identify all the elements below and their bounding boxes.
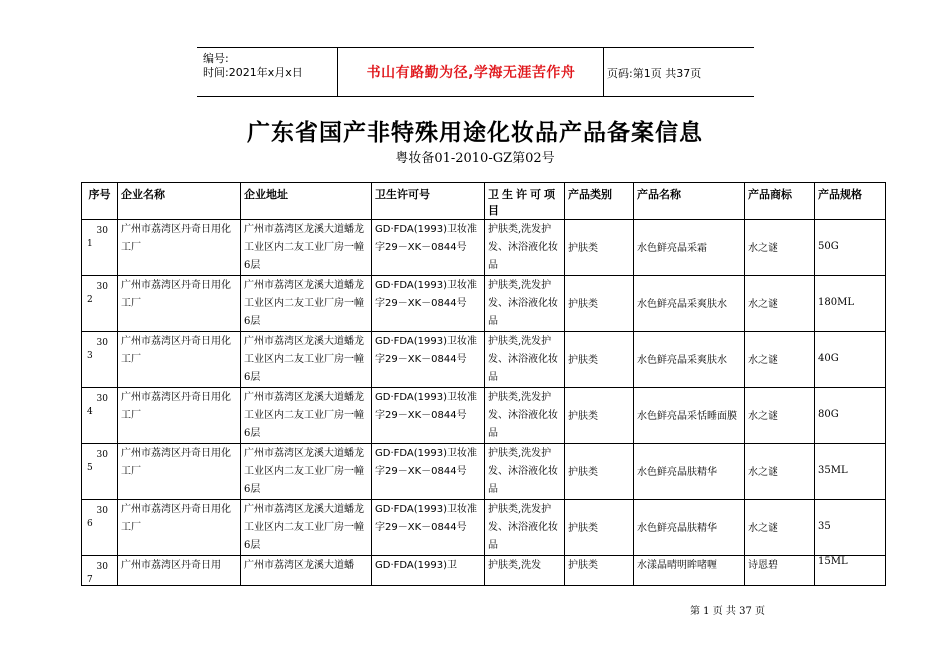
- cell-category: [565, 444, 634, 500]
- cell-brand: [745, 388, 815, 444]
- cell-address: [241, 332, 372, 388]
- cell-spec: [815, 444, 886, 500]
- company-address: 广州市荔湾区龙溪大道蟠龙工业区内二友工业厂房一幢6层: [244, 224, 364, 271]
- table-row: [82, 220, 886, 276]
- row-number-bottom: 2: [87, 295, 93, 305]
- table-row: [82, 444, 886, 500]
- col-header: 卫生许可项目: [485, 183, 565, 220]
- records-table: [81, 182, 886, 586]
- cell-scope: [485, 276, 565, 332]
- cell-license: [372, 220, 485, 276]
- company-address: 广州市荔湾区龙溪大道蟠龙工业区内二友工业厂房一幢6层: [244, 392, 364, 439]
- license-number: GD·FDA(1993)卫妆准字29－XK－0844号: [375, 336, 477, 365]
- cell-category: [565, 556, 634, 586]
- col-header: 卫生许可号: [372, 183, 485, 220]
- license-scope: 护肤类,洗发: [488, 560, 542, 571]
- cell-no: [82, 388, 118, 444]
- row-number-bottom: 1: [87, 239, 93, 249]
- row-number-top: 30: [96, 282, 108, 292]
- cell-address: [241, 500, 372, 556]
- cell-company: [118, 556, 241, 586]
- row-number-bottom: 5: [87, 463, 93, 473]
- cell-brand: [745, 500, 815, 556]
- cell-scope: [485, 388, 565, 444]
- product-spec: 40G: [818, 353, 839, 364]
- cell-no: [82, 332, 118, 388]
- license-scope: 护肤类,洗发护发、沐浴液化妆品: [488, 392, 558, 439]
- license-number: GD·FDA(1993)卫: [375, 560, 457, 571]
- row-number-top: 30: [96, 450, 108, 460]
- company-name: 广州市荔湾区丹奇日用化工厂: [121, 504, 231, 533]
- cell-brand: [745, 220, 815, 276]
- cell-product: [634, 332, 745, 388]
- license-scope: 护肤类,洗发护发、沐浴液化妆品: [488, 280, 558, 327]
- product-category: 护肤类: [568, 523, 598, 534]
- cell-company: [118, 388, 241, 444]
- product-name: 水色鲜亮晶肤精华: [637, 467, 717, 478]
- cell-address: [241, 220, 372, 276]
- company-address: 广州市荔湾区龙溪大道蟠龙工业区内二友工业厂房一幢6层: [244, 336, 364, 383]
- cell-product: [634, 444, 745, 500]
- product-brand: 水之谜: [748, 355, 778, 366]
- cell-brand: [745, 444, 815, 500]
- header-divider: [337, 48, 338, 96]
- product-brand: 水之谜: [748, 243, 778, 254]
- cell-no: [82, 444, 118, 500]
- license-number: GD·FDA(1993)卫妆准字29－XK－0844号: [375, 392, 477, 421]
- header-time: 时间:2021年x月x日: [203, 66, 303, 79]
- license-number: GD·FDA(1993)卫妆准字29－XK－0844号: [375, 448, 477, 477]
- cell-company: [118, 444, 241, 500]
- product-spec: 15ML: [818, 556, 848, 567]
- cell-spec: [815, 276, 886, 332]
- col-header: 企业地址: [241, 183, 372, 220]
- cell-scope: [485, 500, 565, 556]
- cell-spec: [815, 556, 886, 586]
- company-name: 广州市荔湾区丹奇日用化工厂: [121, 336, 231, 365]
- license-scope: 护肤类,洗发护发、沐浴液化妆品: [488, 448, 558, 495]
- license-number: GD·FDA(1993)卫妆准字29－XK－0844号: [375, 504, 477, 533]
- product-category: 护肤类: [568, 560, 598, 571]
- company-name: 广州市荔湾区丹奇日用化工厂: [121, 392, 231, 421]
- license-number: GD·FDA(1993)卫妆准字29－XK－0844号: [375, 224, 477, 253]
- company-address: 广州市荔湾区龙溪大道蟠: [244, 560, 354, 571]
- product-brand: 水之谜: [748, 299, 778, 310]
- header-motto: 书山有路勤为径,学海无涯苦作舟: [366, 65, 576, 81]
- cell-spec: [815, 388, 886, 444]
- table-row: [82, 556, 886, 586]
- cell-spec: [815, 500, 886, 556]
- product-brand: 水之谜: [748, 411, 778, 422]
- row-number-bottom: 3: [87, 351, 93, 361]
- cell-license: [372, 388, 485, 444]
- page-footer: 第 1 页 共 37 页: [690, 606, 765, 617]
- cell-product: [634, 556, 745, 586]
- cell-scope: [485, 220, 565, 276]
- cell-spec: [815, 332, 886, 388]
- company-address: 广州市荔湾区龙溪大道蟠龙工业区内二友工业厂房一幢6层: [244, 448, 364, 495]
- cell-license: [372, 332, 485, 388]
- license-scope: 护肤类,洗发护发、沐浴液化妆品: [488, 224, 558, 271]
- cell-category: [565, 220, 634, 276]
- company-name: 广州市荔湾区丹奇日用化工厂: [121, 448, 231, 477]
- cell-no: [82, 556, 118, 586]
- product-name: 水色鲜亮晶采霜: [637, 243, 707, 254]
- cell-scope: [485, 332, 565, 388]
- cell-category: [565, 332, 634, 388]
- product-category: 护肤类: [568, 467, 598, 478]
- row-number-bottom: 7: [87, 575, 93, 585]
- cell-scope: [485, 556, 565, 586]
- license-scope: 护肤类,洗发护发、沐浴液化妆品: [488, 336, 558, 383]
- cell-spec: [815, 220, 886, 276]
- row-number-top: 30: [96, 506, 108, 516]
- company-name: 广州市荔湾区丹奇日用化工厂: [121, 280, 231, 309]
- cell-address: [241, 444, 372, 500]
- product-name: 水色鲜亮晶采恬睡面膜: [637, 411, 737, 422]
- license-scope: 护肤类,洗发护发、沐浴液化妆品: [488, 504, 558, 551]
- product-name: 水色鲜亮晶采爽肤水: [637, 299, 727, 310]
- cell-address: [241, 388, 372, 444]
- cell-company: [118, 220, 241, 276]
- cell-license: [372, 276, 485, 332]
- header-meta: [203, 52, 303, 80]
- col-header: 产品类别: [565, 183, 634, 220]
- product-brand: 水之谜: [748, 467, 778, 478]
- product-name: 水色鲜亮晶采爽肤水: [637, 355, 727, 366]
- row-number-bottom: 6: [87, 519, 93, 529]
- table-header-row: [82, 183, 886, 220]
- cell-product: [634, 388, 745, 444]
- product-spec: 180ML: [818, 297, 854, 308]
- cell-product: [634, 276, 745, 332]
- cell-category: [565, 276, 634, 332]
- cell-category: [565, 388, 634, 444]
- page-title: 广东省国产非特殊用途化妆品产品备案信息: [247, 120, 703, 146]
- cell-company: [118, 332, 241, 388]
- header-divider: [603, 48, 604, 96]
- col-header: 产品名称: [634, 183, 745, 220]
- product-spec: 80G: [818, 409, 839, 420]
- product-category: 护肤类: [568, 299, 598, 310]
- cell-address: [241, 556, 372, 586]
- document-header: [197, 47, 754, 97]
- product-name: 水漾晶晴明眸啫喱: [637, 560, 717, 571]
- header-page: 页码:第1页 共37页: [607, 67, 702, 80]
- table-row: [82, 500, 886, 556]
- product-name: 水色鲜亮晶肤精华: [637, 523, 717, 534]
- cell-category: [565, 500, 634, 556]
- product-category: 护肤类: [568, 243, 598, 254]
- cell-company: [118, 276, 241, 332]
- table-row: [82, 332, 886, 388]
- cell-license: [372, 500, 485, 556]
- row-number-top: 30: [96, 338, 108, 348]
- col-header: 企业名称: [118, 183, 241, 220]
- cell-no: [82, 276, 118, 332]
- row-number-top: 30: [96, 562, 108, 572]
- page-subtitle: 粤妆备01-2010-GZ第02号: [395, 151, 555, 166]
- cell-product: [634, 220, 745, 276]
- table-row: [82, 388, 886, 444]
- product-brand: 诗恩碧: [748, 560, 778, 571]
- cell-scope: [485, 444, 565, 500]
- row-number-top: 30: [96, 394, 108, 404]
- table-row: [82, 276, 886, 332]
- cell-license: [372, 444, 485, 500]
- company-name: 广州市荔湾区丹奇日用: [121, 560, 221, 571]
- cell-no: [82, 220, 118, 276]
- row-number-top: 30: [96, 226, 108, 236]
- product-spec: 50G: [818, 241, 839, 252]
- cell-company: [118, 500, 241, 556]
- header-number: 编号:: [203, 52, 229, 65]
- row-number-bottom: 4: [87, 407, 93, 417]
- company-address: 广州市荔湾区龙溪大道蟠龙工业区内二友工业厂房一幢6层: [244, 280, 364, 327]
- cell-address: [241, 276, 372, 332]
- product-category: 护肤类: [568, 355, 598, 366]
- cell-no: [82, 500, 118, 556]
- license-number: GD·FDA(1993)卫妆准字29－XK－0844号: [375, 280, 477, 309]
- product-spec: 35: [818, 521, 831, 532]
- col-header: 产品商标: [745, 183, 815, 220]
- cell-product: [634, 500, 745, 556]
- product-category: 护肤类: [568, 411, 598, 422]
- product-spec: 35ML: [818, 465, 848, 476]
- col-header: 产品规格: [815, 183, 886, 220]
- company-address: 广州市荔湾区龙溪大道蟠龙工业区内二友工业厂房一幢6层: [244, 504, 364, 551]
- cell-brand: [745, 556, 815, 586]
- cell-brand: [745, 276, 815, 332]
- company-name: 广州市荔湾区丹奇日用化工厂: [121, 224, 231, 253]
- col-header: 序号: [82, 183, 118, 220]
- cell-license: [372, 556, 485, 586]
- product-brand: 水之谜: [748, 523, 778, 534]
- cell-brand: [745, 332, 815, 388]
